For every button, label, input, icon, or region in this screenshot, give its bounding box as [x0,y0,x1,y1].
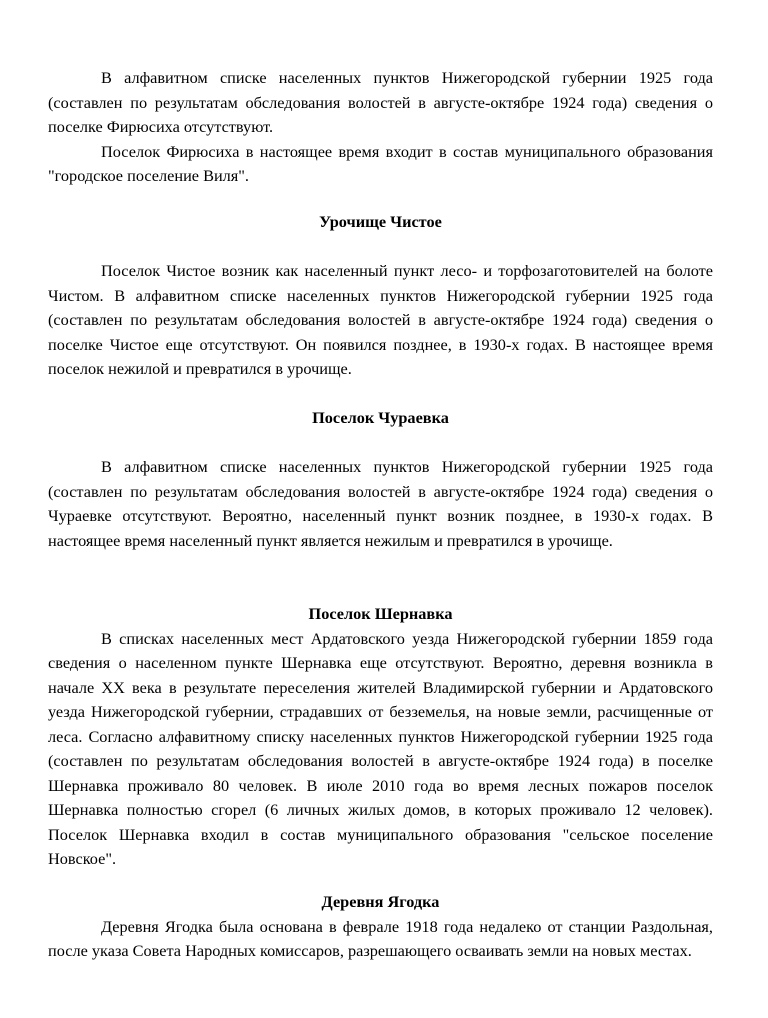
section-heading: Урочище Чистое [319,212,442,231]
paragraph: В алфавитном списке населенных пунктов Нижегородской губернии 1925 года (составлен по результатам обследования волостей в августе-октябре 1924 года) сведения о поселке Фирюсиха отсутствуют. [48,68,713,136]
section-churaevka [48,406,713,553]
section-yagodka [48,890,713,964]
section-chistoe [48,210,713,382]
section-heading: Поселок Шернавка [308,604,453,623]
section-heading: Поселок Чураевка [312,408,449,427]
paragraph: В списках населенных мест Ардатовского уезда Нижегородской губернии 1859 года сведения о населенном пункте Шернавка еще отсутствуют. Вероятно, деревня возникла в начале XX века в результате переселения жителей Владимирской губернии и Ардатовского уезда Нижегородской губернии, страдавших от безземелья, на новые земли, расчищенные от леса. Согласно алфавитному списку населенных пунктов Нижегородской губернии 1925 года (составлен по результатам обследования волостей в августе-октябре 1924 года) в поселке Шернавка проживало 80 человек. В июле 2010 года во время лесных пожаров поселок Шернавка полностью сгорел (6 личных жилых домов, в которых проживало 12 человек). Поселок Шернавка входил в состав муниципального образования "сельское поселение Новское". [48,628,713,868]
paragraph: Поселок Чистое возник как населенный пункт лесо- и торфозаготовителей на болоте Чистом. В алфавитном списке населенных пунктов Нижегородской губернии 1925 года (составлен по результатам обследования волостей в августе-октябре 1924 года) сведения о поселке Чистое еще отсутствуют. Он появился позднее, в 1930-х годах. В настоящее время поселок нежилой и превратился в урочище. [48,261,713,378]
section-firyusikha [48,66,713,189]
paragraph: В алфавитном списке населенных пунктов Нижегородской губернии 1925 года (составлен по результатам обследования волостей в августе-октябре 1924 года) сведения о Чураевке отсутствуют. Вероятно, населенный пункт возник позднее, в 1930-х годах. В настоящее время населенный пункт является нежилым и превратился в урочище. [48,457,713,550]
paragraph: Деревня Ягодка была основана в феврале 1918 года недалеко от станции Раздольная, после указа Совета Народных комиссаров, разрешающего осваивать земли на новых местах. [48,916,713,960]
paragraph: Поселок Фирюсиха в настоящее время входит в состав муниципального образования "городское поселение Виля". [48,141,713,185]
section-shernavka [48,602,713,872]
section-heading: Деревня Ягодка [321,892,440,911]
